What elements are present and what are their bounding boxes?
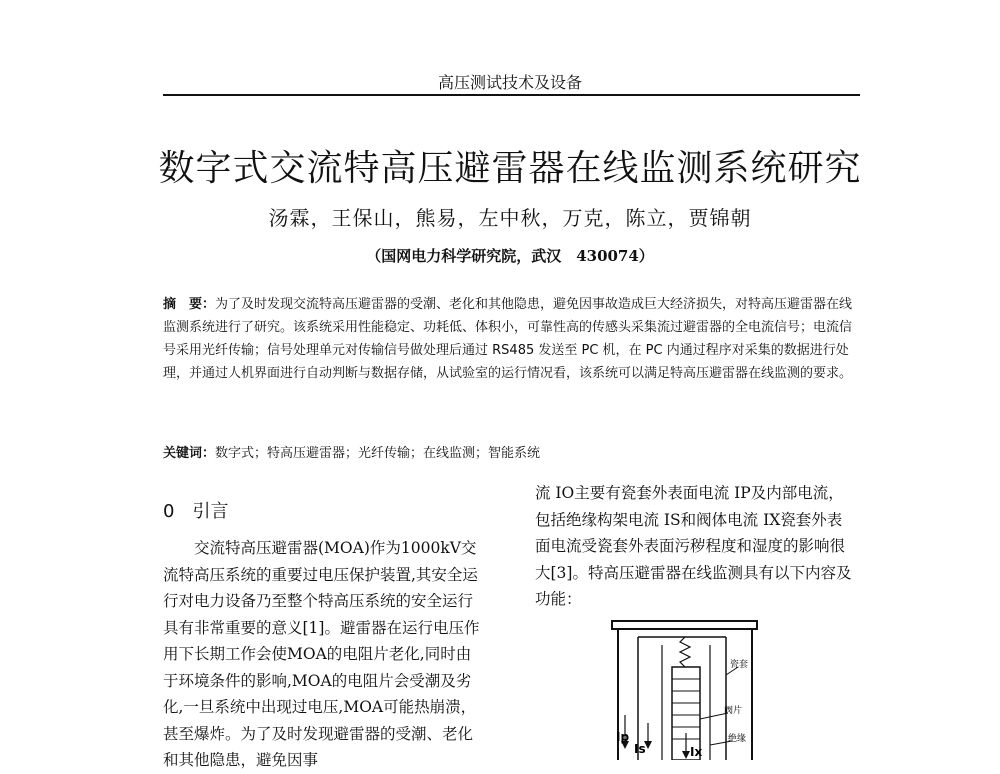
affiliation: （国网电力科学研究院，武汉 430074） [366, 247, 654, 265]
arrester-structure-figure [600, 615, 770, 760]
keywords-text: 数字式；特高压避雷器；光纤传输；在线监测；智能系统 [215, 446, 541, 461]
abstract-label: 摘 要： [163, 297, 216, 312]
keywords-label: 关键词： [163, 446, 216, 461]
header-rule [163, 94, 860, 96]
body-right-column: 流 IO主要有瓷套外表面电流 IP及内部电流，包括绝缘构架电流 IS和阀体电流 IX瓷套外表面电流受瓷套外表面污秽程度和湿度的影响很大[3]。特高压避雷器在线监测具有以下内容及功能： [535, 484, 852, 608]
figure-label-porcelain: 瓷套 [730, 660, 749, 670]
figure-spring [680, 637, 690, 667]
abstract [163, 293, 863, 385]
figure-label-valve: 阀片 [724, 706, 743, 716]
figure-top-flange [612, 621, 757, 629]
figure-label-is: Is [634, 742, 646, 756]
abstract-text: 为了及时发现交流特高压避雷器的受潮、老化和其他隐患，避免因事故造成巨大经济损失，对特高压避雷器在线监测系统进行了研究。该系统采用性能稳定、功耗低、体积小，可靠性高的传感头采集流过避雷器的全电流信号；电流信号采用光纤传输；信号处理单元对传输信号做处理后通过 RS485 发送至 PC 机，在 PC 内通过程序对采集的数据进行处理，并通过人机界面进行自动判断与数据存储，从试验室的运行情况看，该系统可以满足特高压避雷器在线监测的要求。 [163, 297, 853, 381]
paper-title: 数字式交流特高压避雷器在线监测系统研究 [158, 148, 862, 189]
section-heading: 0 引言 [163, 501, 229, 522]
figure-label-ix: Ix [690, 745, 703, 759]
figure-label-ip: Ip [616, 730, 630, 744]
body-left-column: 交流特高压避雷器(MOA)作为1000kV交流特高压系统的重要过电压保护装置,其安全运行对电力设备乃至整个特高压系统的安全运行具有非常重要的意义[1]。避雷器在运行电压作用下长期工作会使MOA的电阻片老化,同时由于环境条件的影响,MOA的电阻片会受潮及劣化,一旦系统中出现过电压,MOA可能热崩溃，甚至爆炸。为了及时发现避雷器的受潮、老化和其他隐患，避免因事 [163, 539, 480, 769]
figure-ix-arrowhead [682, 751, 690, 759]
running-header: 高压测试技术及设备 [437, 73, 582, 92]
figure-label-insulator: 绝缘 [728, 734, 747, 744]
keywords [163, 442, 863, 461]
author-list: 汤霖，王保山，熊易，左中秋，万克，陈立，贾锦朝 [268, 206, 752, 230]
